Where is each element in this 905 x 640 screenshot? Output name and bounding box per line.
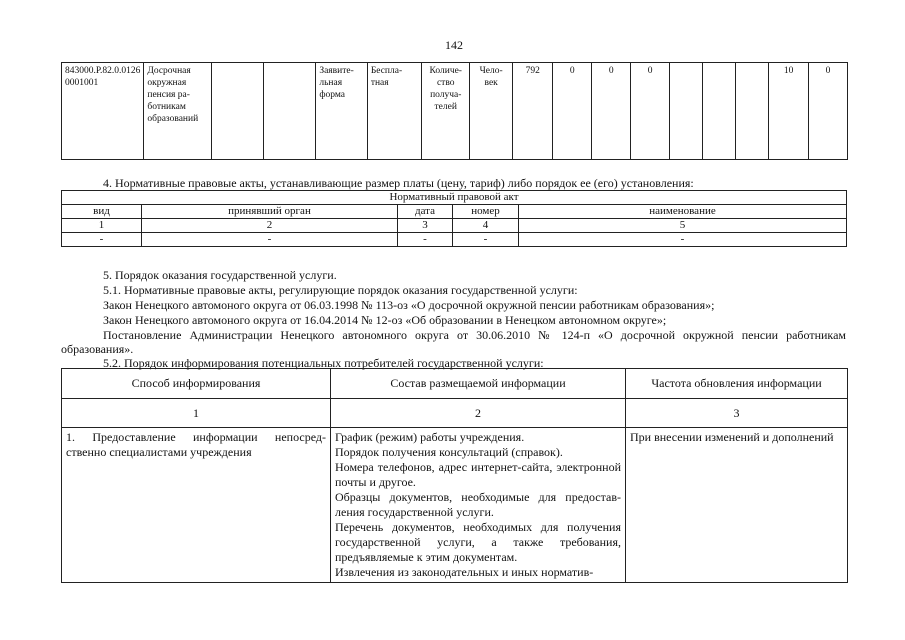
col-number: 4	[453, 219, 519, 233]
okei-code: 792	[513, 63, 553, 160]
section-5-2: 5.2. Порядок информирования потенциальных потребителей государственной услуги:	[103, 356, 544, 370]
content-line: Номера телефонов, адрес интернет-сайта, электронной почты и другое.	[335, 460, 621, 489]
col-header: Состав размещаемой информации	[331, 369, 626, 399]
table-row	[62, 63, 848, 160]
unit-name: Чело- век	[470, 63, 513, 160]
section-5-title: 5. Порядок оказания государственной услуги.	[103, 268, 337, 282]
col-number: 1	[62, 399, 331, 428]
content-line: График (режим) работы учреждения.	[335, 430, 525, 444]
col-number: 2	[331, 399, 626, 428]
col-header: вид	[62, 205, 142, 219]
empty-cell	[703, 63, 736, 160]
table-row	[62, 219, 847, 233]
empty-cell	[264, 63, 316, 160]
content-line: Образцы документов, необходимые для предостав- ления государственной услуги.	[335, 490, 621, 519]
law-3-end: образования».	[61, 342, 134, 356]
value-cell: 0	[592, 63, 631, 160]
empty-cell	[736, 63, 769, 160]
section-5-1: 5.1. Нормативные правовые акты, регулирующие порядок оказания государственной услуги:	[103, 283, 578, 297]
col-header: наименование	[519, 205, 847, 219]
service-name: Досрочная окружная пенсия ра- ботникам образований	[144, 63, 212, 160]
cell: -	[453, 233, 519, 247]
col-header: принявший орган	[142, 205, 398, 219]
content-line: Порядок получения консультаций (справок).	[335, 445, 563, 459]
service-form: Заявите- льная форма	[316, 63, 367, 160]
col-header: Частота обновления информации	[626, 369, 848, 399]
indicator-name: Количе- ство получа- телей	[422, 63, 470, 160]
col-number: 2	[142, 219, 398, 233]
law-1: Закон Ненецкого автомоного округа от 06.03.1998 № 113-оз «О досрочной окружной пенсии работникам образования»;	[103, 298, 715, 312]
col-number: 3	[398, 219, 453, 233]
service-fee: Беспла- тная	[367, 63, 422, 160]
table-row	[62, 399, 848, 428]
value-cell: 0	[631, 63, 670, 160]
table-row	[62, 428, 848, 583]
col-number: 1	[62, 219, 142, 233]
informing-table	[61, 368, 848, 583]
content-line: Перечень документов, необходимых для получения государственной услуги, а также требования, предъявляемые к этим документам.	[335, 520, 621, 564]
fee-acts-table	[61, 190, 847, 247]
table-row	[62, 191, 847, 205]
col-header: дата	[398, 205, 453, 219]
law-3: Постановление Администрации Ненецкого автономного округа от 30.06.2010 № 124-п «О досрочной окружной пенсии работникам	[103, 328, 846, 342]
value-cell: 10	[769, 63, 809, 160]
section-4-title: 4. Нормативные правовые акты, устанавливающие размер платы (цену, тариф) либо порядок ее (его) установления:	[103, 176, 694, 190]
cell: -	[519, 233, 847, 247]
value-cell: 0	[553, 63, 592, 160]
informing-method: 1. Предоставление информации непосред- ственно специалистами учреждения	[62, 428, 331, 583]
cell: -	[398, 233, 453, 247]
table-row	[62, 205, 847, 219]
col-header: номер	[453, 205, 519, 219]
update-frequency: При внесении изменений и дополнений	[626, 428, 848, 583]
col-header: Способ информирования	[62, 369, 331, 399]
cell: -	[62, 233, 142, 247]
table-row	[62, 233, 847, 247]
col-number: 5	[519, 219, 847, 233]
table-header: Нормативный правовой акт	[62, 191, 847, 205]
page-number: 142	[445, 38, 463, 52]
cell: -	[142, 233, 398, 247]
law-2: Закон Ненецкого автомоного округа от 16.04.2014 № 12-оз «Об образовании в Ненецком автономном округе»;	[103, 313, 667, 327]
value-cell: 0	[808, 63, 847, 160]
indicators-table	[61, 62, 848, 160]
informing-content	[331, 428, 626, 583]
empty-cell	[211, 63, 263, 160]
col-number: 3	[626, 399, 848, 428]
empty-cell	[670, 63, 703, 160]
table-row	[62, 369, 848, 399]
content-line: Извлечения из законодательных и иных норматив-	[335, 565, 594, 579]
service-code: 843000.Р.82.0.0126 0001001	[62, 63, 144, 160]
